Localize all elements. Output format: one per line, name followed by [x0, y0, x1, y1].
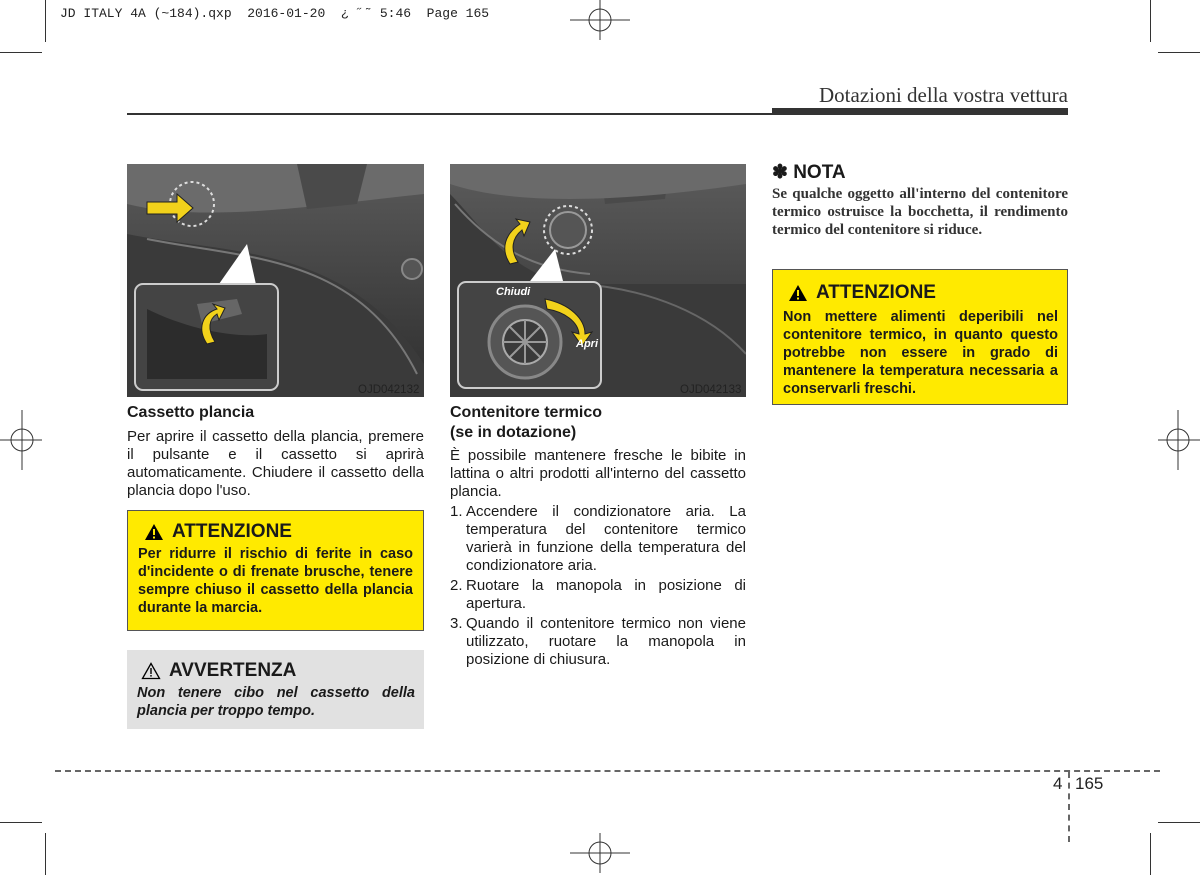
- section-title: Dotazioni della vostra vettura: [819, 83, 1068, 107]
- list-item: [450, 615, 746, 669]
- glovebox-heading: Cassetto plancia: [127, 404, 255, 421]
- cooling-box-photo: [450, 164, 746, 397]
- footer-divider: [1068, 772, 1070, 842]
- glovebox-body: Per aprire il cassetto della plancia, premere il pulsante e il cassetto si aprirà automaticamente. Chiudere il cassetto della plancia dopo l'uso.: [127, 428, 424, 499]
- steps-list: [450, 503, 746, 671]
- crop-mark: [45, 0, 46, 42]
- list-item: [450, 577, 746, 613]
- warning-text: Non mettere alimenti deperibili nel contenitore termico, in quanto questo potrebbe non essere in grado di mantenere la temperatura necessaria a conservarli freschi.: [783, 309, 1058, 397]
- caution-title: [137, 660, 415, 682]
- warning-title-text: ATTENZIONE: [172, 521, 292, 542]
- crop-mark: [1158, 52, 1200, 53]
- heading-line2: (se in dotazione): [450, 424, 577, 441]
- crop-mark: [45, 833, 46, 875]
- page-number: 165: [1075, 774, 1104, 793]
- heading-line1: Contenitore termico: [450, 404, 603, 421]
- cooling-box-body: È possibile mantenere fresche le bibite in lattina o altri prodotti all'interno del cassetto plancia.: [450, 447, 746, 500]
- registration-mark-left: [0, 410, 42, 470]
- crop-mark: [1150, 0, 1151, 42]
- label-open: Apri: [576, 338, 598, 350]
- crop-mark: [1158, 822, 1200, 823]
- print-slug: JD ITALY 4A (~184).qxp 2016-01-20 ¿ ˝˜ 5:46 Page 165: [60, 6, 490, 21]
- glovebox-photo: [127, 164, 424, 397]
- warning-triangle-icon: [144, 523, 164, 541]
- warning-text: Per ridurre il rischio di ferite in caso d'incidente o di frenate brusche, tenere sempre chiuso il cassetto della plancia durante la marcia.: [138, 546, 413, 616]
- label-close: Chiudi: [496, 286, 531, 298]
- caution-triangle-icon: [141, 662, 161, 680]
- warning-box: [127, 510, 424, 631]
- registration-mark-bottom: [570, 833, 630, 873]
- warning-title: [138, 521, 413, 543]
- step-text: Accendere il condizionatore aria. La temperatura del contenitore termico varierà in funzione della temperatura del condizionatore aria.: [466, 503, 746, 574]
- crop-mark: [0, 822, 42, 823]
- note-text: Se qualche oggetto all'interno del contenitore termico ostruisce la bocchetta, il rendimento termico del contenitore si riduce.: [772, 186, 1068, 238]
- cooling-box-heading: [450, 403, 746, 443]
- image-code: OJD042132: [358, 384, 420, 396]
- caution-text: Non tenere cibo nel cassetto della plancia per troppo tempo.: [137, 685, 415, 719]
- registration-mark-top: [570, 0, 630, 40]
- caution-title-text: AVVERTENZA: [169, 660, 297, 681]
- warning-title: [783, 282, 1058, 304]
- caution-box: [127, 650, 424, 729]
- warning-box: [772, 269, 1068, 405]
- warning-title-text: ATTENZIONE: [816, 282, 936, 303]
- crop-mark: [1150, 833, 1151, 875]
- footer-rule: [55, 770, 1160, 772]
- crop-mark: [0, 52, 42, 53]
- chapter-number: 4: [1053, 774, 1063, 793]
- step-number: 3.: [450, 615, 463, 632]
- list-item: [450, 503, 746, 575]
- step-text: Ruotare la manopola in posizione di apertura.: [466, 577, 746, 612]
- header-rule-accent: [772, 108, 1068, 115]
- registration-mark-right: [1158, 410, 1200, 470]
- step-number: 2.: [450, 577, 463, 594]
- image-code: OJD042133: [680, 384, 742, 396]
- note-title: ✽ NOTA: [772, 162, 846, 183]
- step-text: Quando il contenitore termico non viene utilizzato, ruotare la manopola in posizione di chiusura.: [466, 615, 746, 668]
- step-number: 1.: [450, 503, 463, 520]
- warning-triangle-icon: [788, 284, 808, 302]
